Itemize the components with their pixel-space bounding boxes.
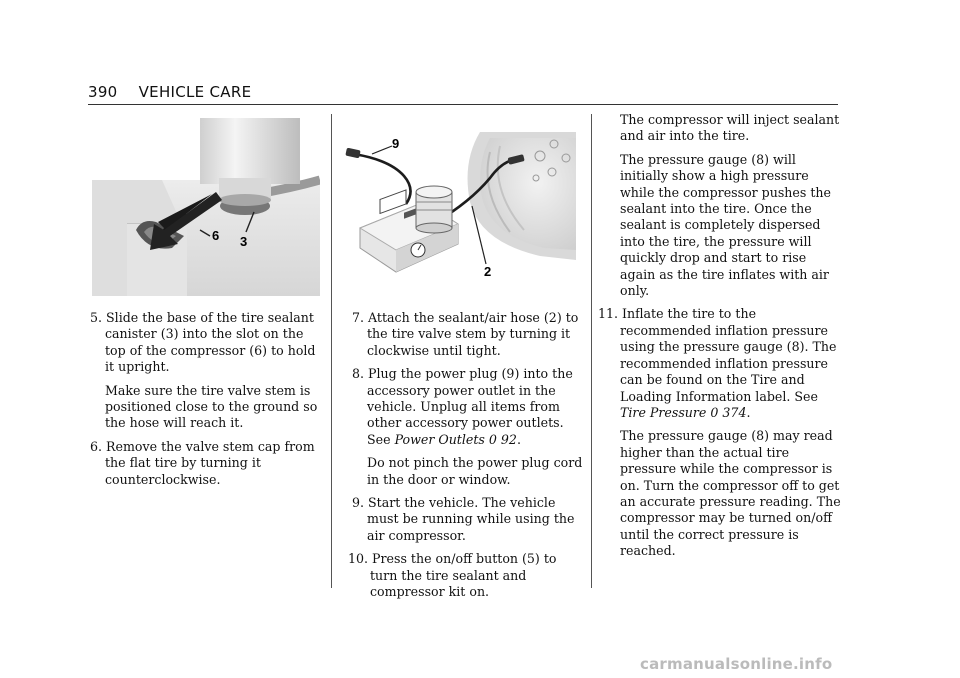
page-ref-arrow: 0 bbox=[710, 404, 719, 420]
column-1 bbox=[90, 310, 322, 495]
page-ref-92[interactable]: 92 bbox=[500, 431, 517, 447]
callout-6: 6 bbox=[212, 228, 220, 243]
callout-2: 2 bbox=[484, 264, 492, 279]
callout-3: 3 bbox=[240, 234, 248, 249]
step-8-note: Do not pinch the power plug cord in the door or window. bbox=[367, 455, 583, 487]
column-divider-2 bbox=[591, 114, 592, 588]
control-panel bbox=[380, 190, 406, 213]
column-3 bbox=[598, 112, 842, 567]
power-outlets-link[interactable]: Power Outlets bbox=[394, 431, 485, 447]
step-5: 5. Slide the base of the tire sealant canister (3) into the slot on the top of the compressor (6) to hold it upright. bbox=[90, 310, 316, 375]
step-10: 10. Press the on/off button (5) to turn the tire sealant and compressor kit on. bbox=[348, 551, 557, 600]
sealant-canister bbox=[200, 118, 300, 184]
callout-9: 9 bbox=[392, 136, 400, 151]
tire bbox=[468, 132, 576, 260]
figure-compressor-tire-illustration bbox=[340, 132, 576, 282]
page-ref-arrow: 0 bbox=[488, 431, 497, 447]
tire-pressure-link[interactable]: Tire Pressure bbox=[620, 404, 707, 420]
step-9: 9. Start the vehicle. The vehicle must be running while using the air compressor. bbox=[352, 495, 575, 543]
gauge-reading-paragraph: The pressure gauge (8) may read higher than the actual tire pressure while the compressor is on. Turn the compressor off to get an accurate pressure reading. The compressor may be turned on/off until the correct pressure is reached. bbox=[620, 428, 841, 559]
page-header bbox=[88, 83, 251, 101]
gauge-initial-paragraph: The pressure gauge (8) will initially show a high pressure while the compressor pushes the sealant into the tire. Once the sealant is completely dispersed into the tire, the pressure will quickly drop and start to rise again as the tire inflates with air only. bbox=[620, 151, 831, 299]
column-2 bbox=[348, 310, 584, 608]
step-8: 8. Plug the power plug (9) into the accessory power outlet in the vehicle. Unplug all items from other accessory power outlets. See Power Outlets 0 92. bbox=[352, 366, 573, 447]
figure-canister-illustration bbox=[92, 118, 320, 296]
page-number: 390 bbox=[88, 83, 118, 101]
sealant-canister bbox=[416, 186, 452, 233]
section-title: VEHICLE CARE bbox=[138, 83, 252, 101]
compressor-inject-paragraph: The compressor will inject sealant and air into the tire. bbox=[620, 112, 840, 144]
step-11: 11. Inflate the tire to the recommended inflation pressure using the pressure gauge (8). The recommended inflation pressure can be found on the Tire and Loading Information label. See Tire Pressure 0 374. bbox=[598, 306, 837, 420]
watermark: carmanualsonline.info bbox=[640, 655, 833, 673]
step-6: 6. Remove the valve stem cap from the flat tire by turning it counterclockwise. bbox=[90, 438, 315, 487]
header-rule bbox=[88, 104, 838, 105]
column-divider-1 bbox=[331, 114, 332, 588]
step-5-note: Make sure the tire valve stem is positioned close to the ground so the hose will reach it. bbox=[105, 382, 318, 431]
page-ref-374[interactable]: 374 bbox=[722, 404, 747, 420]
step-7: 7. Attach the sealant/air hose (2) to the tire valve stem by turning it clockwise until tight. bbox=[352, 310, 579, 358]
power-plug bbox=[345, 148, 360, 159]
